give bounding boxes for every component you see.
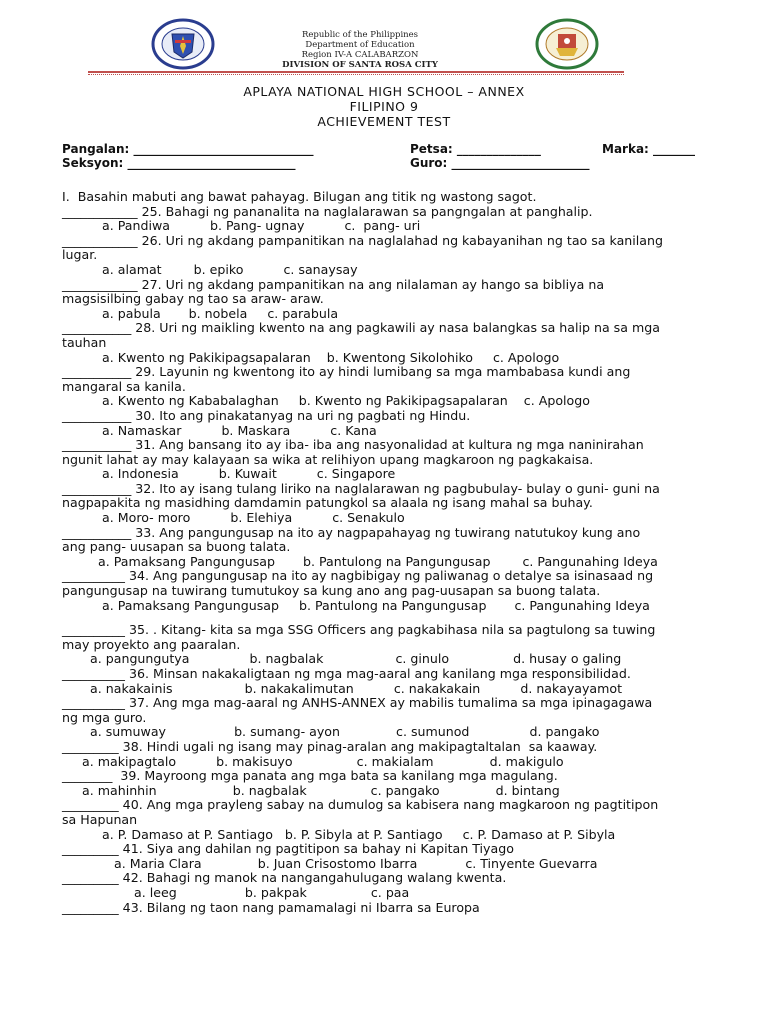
question-text: ___________ 33. Ang pangungusap na ito ay nagpapahayag ng tuwirang natutukoy kung ano bbox=[62, 524, 641, 540]
question-item bbox=[62, 901, 742, 916]
answer-options[interactable]: a. Namaskar b. Maskara c. Kana bbox=[62, 422, 377, 438]
school-name: APLAYA NATIONAL HIGH SCHOOL – ANNEX bbox=[243, 84, 525, 99]
question-item bbox=[62, 234, 742, 278]
answer-options[interactable]: a. alamat b. epiko c. sanaysay bbox=[62, 261, 358, 277]
question-item bbox=[62, 321, 742, 365]
header-rule-dotted bbox=[88, 74, 624, 75]
question-text: ___________ 29. Layunin ng kwentong ito ay hindi lumibang sa mga mambabasa kundi ang bbox=[62, 364, 631, 380]
question-text: ____________ 25. Bahagi ng pananalita na naglalarawan sa pangngalan at panghalip. bbox=[62, 203, 593, 219]
question-text-continued: mangaral sa kanila. bbox=[62, 378, 186, 394]
question-text-continued: tauhan bbox=[62, 334, 107, 350]
question-text-continued: magsisilbing gabay ng tao sa araw- araw. bbox=[62, 291, 324, 307]
agency-line: DIVISION OF SANTA ROSA CITY bbox=[282, 60, 438, 70]
question-text: __________ 35. . Kitang- kita sa mga SSG Officers ang pagkabihasa nila sa pagtulong sa tuwing bbox=[62, 622, 656, 638]
name-field: Pangalan: ______________________________ bbox=[62, 142, 314, 156]
question-text-continued: lugar. bbox=[62, 247, 98, 263]
header-rule bbox=[88, 71, 624, 73]
answer-options[interactable]: a. Kwento ng Pakikipagsapalaran b. Kwentong Sikolohiko c. Apologo bbox=[62, 349, 560, 365]
question-text-continued: sa Hapunan bbox=[62, 811, 138, 827]
question-item bbox=[62, 667, 742, 696]
test-title: ACHIEVEMENT TEST bbox=[317, 114, 451, 129]
question-text: ____________ 27. Uri ng akdang pampanitikan na ang nilalaman ay hango sa bibliya na bbox=[62, 276, 605, 292]
answer-options[interactable]: a. Maria Clara b. Juan Crisostomo Ibarra c. Tinyente Guevarra bbox=[62, 855, 598, 871]
date-field: Petsa: ______________ bbox=[410, 142, 541, 156]
question-text: ___________ 31. Ang bansang ito ay iba- iba ang nasyonalidad at kultura ng mga naninirahan bbox=[62, 437, 644, 453]
question-item bbox=[62, 871, 742, 900]
question-text: ___________ 32. Ito ay isang tulang liriko na naglalarawan ng pagbubulay- bulay o guni- guni na bbox=[62, 480, 660, 496]
question-text-continued: pangungusap na tuwirang tumutukoy sa kung ano ang pag-uusapan sa buong talata. bbox=[62, 583, 601, 599]
answer-options[interactable]: a. Kwento ng Kababalaghan b. Kwento ng Pakikipagsapalaran c. Apologo bbox=[62, 393, 590, 409]
question-item bbox=[62, 740, 742, 769]
question-text: _________ 41. Siya ang dahilan ng pagtitipon sa bahay ni Kapitan Tiyago bbox=[62, 841, 514, 857]
agency-line: Region IV-A CALABARZON bbox=[301, 50, 419, 60]
answer-options[interactable]: a. Indonesia b. Kuwait c. Singapore bbox=[62, 466, 396, 482]
question-text: ____________ 26. Uri ng akdang pampanitikan na naglalahad ng kabayanihan ng tao sa kanilang bbox=[62, 232, 663, 248]
question-item bbox=[62, 613, 742, 667]
question-item bbox=[62, 409, 742, 438]
answer-options[interactable]: a. Pamaksang Pangungusap b. Pantulong na Pangungusap c. Pangunahing Ideya bbox=[62, 553, 658, 569]
question-item bbox=[62, 365, 742, 409]
question-text: ___________ 28. Uri ng maikling kwento na ang pagkawili ay nasa balangkas sa halip na sa mga bbox=[62, 320, 660, 336]
answer-options[interactable]: a. mahinhin b. nagbalak c. pangako d. bintang bbox=[62, 782, 560, 798]
answer-options[interactable]: a. sumuway b. sumang- ayon c. sumunod d. pangako bbox=[62, 724, 600, 740]
answer-options[interactable]: a. nakakainis b. nakakalimutan c. nakakakain d. nakayayamot bbox=[62, 680, 623, 696]
answer-options[interactable]: a. Moro- moro b. Elehiya c. Senakulo bbox=[62, 510, 405, 526]
question-text: _________ 38. Hindi ugali ng isang may pinag-aralan ang makipagtaltalan sa kaaway. bbox=[62, 738, 598, 754]
question-text-continued: ngunit lahat ay may kalayaan sa wika at relihiyon upang magkaroon ng pagkakaisa. bbox=[62, 451, 594, 467]
agency-line: Department of Education bbox=[305, 40, 415, 50]
question-text: _________ 42. Bahagi ng manok na nangangahulugang walang kwenta. bbox=[62, 870, 507, 886]
question-item bbox=[62, 526, 742, 570]
teacher-field: Guro: _______________________ bbox=[410, 156, 590, 170]
division-seal-icon bbox=[532, 18, 602, 70]
instruction: I. Basahin mabuti ang bawat pahayag. Bilugan ang titik ng wastong sagot. bbox=[62, 189, 537, 204]
answer-options[interactable]: a. pangungutya b. nagbalak c. ginulo d. husay o galing bbox=[62, 651, 622, 667]
question-text: __________ 36. Minsan nakakaligtaan ng mga mag-aaral ang kanilang mga responsibilidad. bbox=[62, 666, 631, 681]
question-text: _________ 43. Bilang ng taon nang pamamalagi ni Ibarra sa Europa bbox=[62, 899, 480, 915]
section-field: Seksyon: ____________________________ bbox=[62, 156, 296, 170]
answer-options[interactable]: a. P. Damaso at P. Santiago b. P. Sibyla at P. Santiago c. P. Damaso at P. Sibyla bbox=[62, 826, 616, 842]
question-item bbox=[62, 569, 742, 613]
question-item bbox=[62, 798, 742, 842]
answer-options[interactable]: a. Pamaksang Pangungusap b. Pantulong na Pangungusap c. Pangunahing Ideya bbox=[62, 597, 650, 613]
answer-options[interactable]: a. pabula b. nobela c. parabula bbox=[62, 305, 339, 321]
question-item bbox=[62, 205, 742, 234]
score-field: Marka: _______ bbox=[602, 142, 696, 156]
subject-title: FILIPINO 9 bbox=[349, 99, 419, 114]
question-text-continued: may proyekto ang paaralan. bbox=[62, 636, 241, 652]
question-text: __________ 34. Ang pangungusap na ito ay nagbibigay ng paliwanag o detalye sa isinasaad ng bbox=[62, 568, 654, 584]
question-text-continued: ang pang- uusapan sa buong talata. bbox=[62, 539, 291, 555]
test-title-block bbox=[0, 84, 768, 129]
answer-options[interactable]: a. Pandiwa b. Pang- ugnay c. pang- uri bbox=[62, 218, 421, 234]
question-text-continued: nagpapakita ng masidhing damdamin patungkol sa alaala ng isang mahal sa buhay. bbox=[62, 495, 593, 511]
answer-options[interactable]: a. leeg b. pakpak c. paa bbox=[62, 884, 410, 900]
question-item bbox=[62, 278, 742, 322]
agency-line: Republic of the Philippines bbox=[301, 30, 419, 40]
question-item bbox=[62, 438, 742, 482]
answer-options[interactable]: a. makipagtalo b. makisuyo c. makialam d. makigulo bbox=[62, 753, 564, 769]
question-item bbox=[62, 842, 742, 871]
question-text: ___________ 30. Ito ang pinakatanyag na uri ng pagbati ng Hindu. bbox=[62, 407, 471, 423]
deped-seal-icon bbox=[148, 18, 218, 70]
question-item bbox=[62, 769, 742, 798]
agency-block bbox=[280, 30, 440, 70]
test-items bbox=[62, 190, 742, 915]
question-text-continued: ng mga guro. bbox=[62, 709, 147, 725]
question-item bbox=[62, 696, 742, 740]
question-text: __________ 37. Ang mga mag-aaral ng ANHS-ANNEX ay mabilis tumalima sa mga ipinagagawa bbox=[62, 695, 653, 711]
question-text: _________ 40. Ang mga prayleng sabay na dumulog sa kabisera nang magkaroon ng pagtitipon bbox=[62, 797, 659, 813]
question-item bbox=[62, 482, 742, 526]
question-text: ________ 39. Mayroong mga panata ang mga bata sa kanilang mga magulang. bbox=[62, 768, 558, 784]
document-header bbox=[0, 0, 768, 80]
